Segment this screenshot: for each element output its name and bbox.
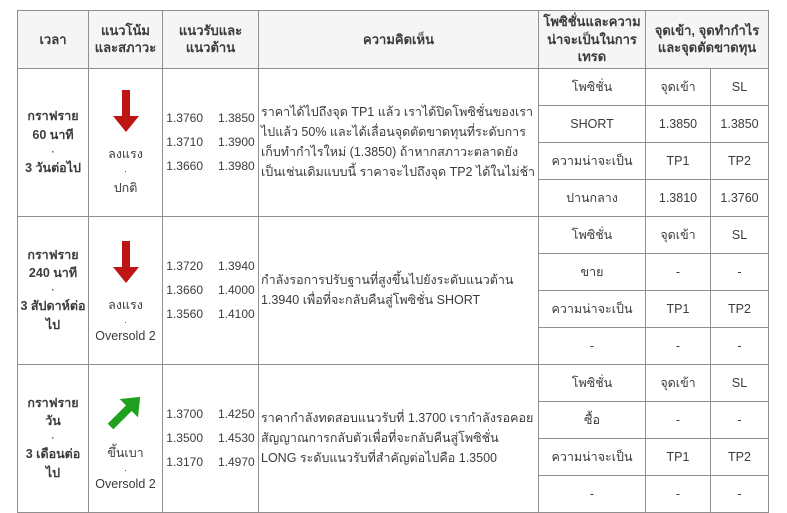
position-col-cell: ความน่าจะเป็น <box>539 438 646 475</box>
entry-col-cell: - <box>646 253 711 290</box>
level-pair <box>165 307 256 321</box>
level-pair <box>165 407 256 421</box>
analysis-table-container <box>17 10 769 513</box>
position-col-cell: SHORT <box>539 105 646 142</box>
header-time: เวลา <box>18 11 89 69</box>
support-value: 1.3560 <box>166 307 203 322</box>
support-value: 1.3660 <box>166 283 203 298</box>
sl-col-cell: - <box>711 475 769 512</box>
level-pair <box>165 135 256 149</box>
separator-dot: · <box>51 285 55 296</box>
sl-col-cell: - <box>711 253 769 290</box>
level-pair <box>165 283 256 297</box>
trend-cell <box>89 216 163 364</box>
time-line1: กราฟราย 240 นาที <box>27 247 79 281</box>
sl-col-cell: TP2 <box>711 290 769 327</box>
resistance-value: 1.4100 <box>218 307 255 322</box>
entry-col-cell: - <box>646 327 711 364</box>
time-line2: 3 สัปดาห์ต่อไป <box>20 299 86 332</box>
header-entry: จุดเข้า, จุดทำกำไรและจุดตัดขาดทุน <box>646 11 769 69</box>
trend-line1: ลงแรง <box>108 147 143 162</box>
time-cell <box>18 364 89 512</box>
header-row <box>18 11 769 69</box>
green-up-right-arrow-icon <box>91 385 160 437</box>
table-row <box>18 364 769 401</box>
sl-col-cell: TP2 <box>711 142 769 179</box>
level-pair <box>165 159 256 173</box>
sl-col-cell: 1.3760 <box>711 179 769 216</box>
position-col-cell: - <box>539 327 646 364</box>
time-line1: กราฟรายวัน <box>27 395 79 429</box>
trading-analysis-table <box>17 10 769 513</box>
position-col-cell: ขาย <box>539 253 646 290</box>
time-cell <box>18 216 89 364</box>
entry-col-cell: TP1 <box>646 438 711 475</box>
comment-cell: ราคากำลังทดสอบแนวรับที่ 1.3700 เรากำลังรอคอยสัญญาณการกลับตัวเพื่อที่จะกลับคืนสู่โพซิชั่น LONG ระดับแนวรับที่สำคัญต่อไปคือ 1.3500 <box>259 364 539 512</box>
support-value: 1.3710 <box>166 135 203 150</box>
entry-col-cell: จุดเข้า <box>646 68 711 105</box>
trend-line2: Oversold 2 <box>95 477 156 492</box>
comment-cell: ราคาได้ไปถึงจุด TP1 แล้ว เราได้ปิดโพซิชั่นของเราไปแล้ว 50% และได้เลื่อนจุดตัดขาดทุนที่ระดับการเก็บทำกำไรใหม่ (1.3850) ถ้าหากสภาวะตลาดยังเป็นเช่นเดิมแบบนี้ ราคาจะไปถึงจุด TP2 ได้ในไม่ช้า <box>259 68 539 216</box>
trend-line2: ปกติ <box>113 181 138 196</box>
position-col-cell: - <box>539 475 646 512</box>
position-col-cell: ความน่าจะเป็น <box>539 290 646 327</box>
support-value: 1.3500 <box>166 431 203 446</box>
position-col-cell: โพซิชั่น <box>539 68 646 105</box>
entry-col-cell: - <box>646 401 711 438</box>
separator-dot: · <box>51 433 55 444</box>
entry-col-cell: จุดเข้า <box>646 364 711 401</box>
trend-line1: ขึ้นเบา <box>107 446 144 461</box>
position-col-cell: โพซิชั่น <box>539 364 646 401</box>
comment-cell: กำลังรอการปรับฐานที่สูงขึ้นไปยังระดับแนวต้าน 1.3940 เพื่อที่จะกลับคืนสู่โพซิชั่น SHORT <box>259 216 539 364</box>
entry-col-cell: - <box>646 475 711 512</box>
resistance-value: 1.4250 <box>218 407 255 422</box>
sl-col-cell: 1.3850 <box>711 105 769 142</box>
sl-col-cell: TP2 <box>711 438 769 475</box>
resistance-value: 1.3900 <box>218 135 255 150</box>
support-value: 1.3720 <box>166 259 203 274</box>
sl-col-cell: SL <box>711 68 769 105</box>
entry-col-cell: TP1 <box>646 142 711 179</box>
resistance-value: 1.4970 <box>218 455 255 470</box>
sl-col-cell: SL <box>711 216 769 253</box>
resistance-value: 1.3980 <box>218 159 255 174</box>
header-position: โพซิชั่นและความน่าจะเป็นในการเทรด <box>539 11 646 69</box>
table-row <box>18 68 769 105</box>
resistance-value: 1.4530 <box>218 431 255 446</box>
sl-col-cell: - <box>711 327 769 364</box>
position-col-cell: ความน่าจะเป็น <box>539 142 646 179</box>
level-pair <box>165 455 256 469</box>
support-value: 1.3700 <box>166 407 203 422</box>
trend-cell <box>89 364 163 512</box>
support-value: 1.3170 <box>166 455 203 470</box>
table-row <box>18 216 769 253</box>
red-down-arrow-icon <box>91 86 160 138</box>
level-pair <box>165 431 256 445</box>
support-value: 1.3660 <box>166 159 203 174</box>
time-line2: 3 เดือนต่อไป <box>25 447 81 480</box>
sl-col-cell: - <box>711 401 769 438</box>
level-pair <box>165 259 256 273</box>
entry-col-cell: TP1 <box>646 290 711 327</box>
time-line2: 3 วันต่อไป <box>25 160 81 175</box>
sl-col-cell: SL <box>711 364 769 401</box>
resistance-value: 1.3850 <box>218 111 255 126</box>
position-col-cell: ปานกลาง <box>539 179 646 216</box>
levels-cell <box>163 364 259 512</box>
trend-line2: Oversold 2 <box>95 329 156 344</box>
header-levels: แนวรับและแนวต้าน <box>163 11 259 69</box>
red-down-arrow-icon <box>91 237 160 289</box>
levels-cell <box>163 216 259 364</box>
resistance-value: 1.3940 <box>218 259 255 274</box>
header-trend: แนวโน้มและสภาวะ <box>89 11 163 69</box>
entry-col-cell: จุดเข้า <box>646 216 711 253</box>
separator-dot: · <box>124 317 127 328</box>
levels-cell <box>163 68 259 216</box>
support-value: 1.3760 <box>166 111 203 126</box>
separator-dot: · <box>51 146 55 157</box>
resistance-value: 1.4000 <box>218 283 255 298</box>
position-col-cell: ซื้อ <box>539 401 646 438</box>
separator-dot: · <box>124 465 127 476</box>
level-pair <box>165 111 256 125</box>
header-comment: ความคิดเห็น <box>259 11 539 69</box>
trend-line1: ลงแรง <box>108 298 143 313</box>
entry-col-cell: 1.3810 <box>646 179 711 216</box>
entry-col-cell: 1.3850 <box>646 105 711 142</box>
trend-cell <box>89 68 163 216</box>
time-cell <box>18 68 89 216</box>
separator-dot: · <box>124 166 127 177</box>
position-col-cell: โพซิชั่น <box>539 216 646 253</box>
time-line1: กราฟราย 60 นาที <box>27 109 79 142</box>
